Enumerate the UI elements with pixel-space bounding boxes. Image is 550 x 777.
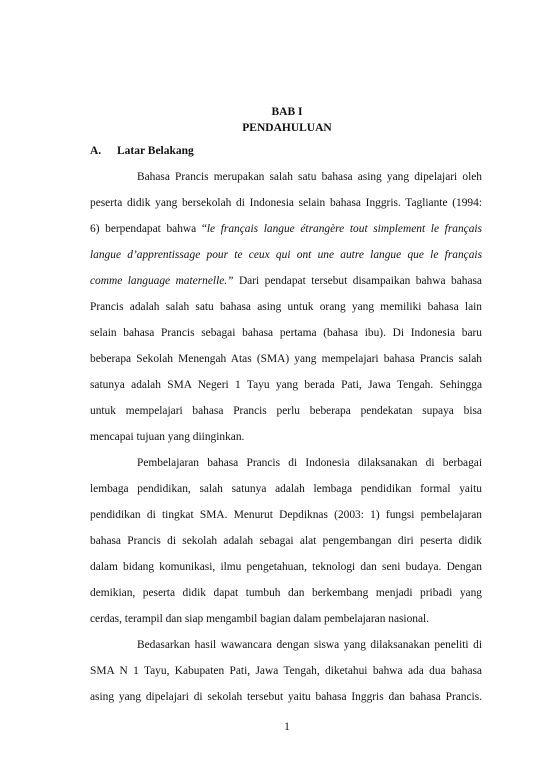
paragraph-line: Prancis adalah salah satu bahasa asing untuk orang yang memiliki bahasa lain: [90, 301, 482, 313]
paragraph-line: dalam bidang komunikasi, ilmu pengetahuan, teknologi dan seni budaya. Dengan: [90, 561, 482, 573]
paragraph-line: [90, 248, 482, 262]
paragraph-line: SMA N 1 Tayu, Kabupaten Pati, Jawa Tengah, diketahui bahwa ada dua bahasa: [90, 665, 482, 677]
paragraph-line: asing yang dipelajari di sekolah tersebut yaitu bahasa Inggris dan bahasa Prancis.: [90, 691, 482, 703]
chapter-label: BAB I: [271, 106, 303, 118]
paragraph-line: lembaga pendidikan, salah satunya adalah lembaga pendidikan formal yaitu: [90, 483, 482, 495]
paragraph-line: mencapai tujuan yang diinginkan.: [90, 431, 245, 443]
section-title: Latar Belakang: [117, 145, 194, 157]
chapter-title: PENDAHULUAN: [242, 122, 332, 134]
paragraph-line: untuk mempelajari bahasa Prancis perlu beberapa pendekatan supaya bisa: [90, 405, 482, 417]
quote-text: comme language maternelle.”: [90, 275, 234, 287]
paragraph-line: peserta didik yang bersekolah di Indonesia selain bahasa Inggris. Tagliante (1994:: [90, 197, 482, 209]
paragraph-line: Pembelajaran bahasa Prancis di Indonesia dilaksanakan di berbagai: [137, 457, 482, 469]
paragraph-line: [90, 222, 482, 236]
paragraph-line: cerdas, terampil dan siap mengambil bagian dalam pembelajaran nasional.: [90, 613, 430, 625]
paragraph-text: 6) berpendapat bahwa “: [90, 223, 207, 235]
paragraph-line: pendidikan di tingkat SMA. Menurut Depdiknas (2003: 1) fungsi pembelajaran: [90, 509, 482, 521]
quote-text: langue d’apprentissage pour te ceux qui ont une autre langue que le français: [90, 249, 482, 261]
paragraph-line: selain bahasa Prancis sebagai bahasa pertama (bahasa ibu). Di Indonesia baru: [90, 327, 482, 339]
paragraph-line: demikian, peserta didik dapat tumbuh dan berkembang menjadi pribadi yang: [90, 587, 482, 599]
quote-text: le français langue étrangère tout simplement le français: [206, 223, 482, 235]
paragraph-line: satunya adalah SMA Negeri 1 Tayu yang berada Pati, Jawa Tengah. Sehingga: [90, 379, 482, 391]
paragraph-line: Bedasarkan hasil wawancara dengan siswa yang dilaksanakan peneliti di: [137, 639, 482, 651]
section-heading: [90, 144, 194, 158]
paragraph-line: beberapa Sekolah Menengah Atas (SMA) yang mempelajari bahasa Prancis salah: [90, 353, 482, 365]
page-number: 1: [284, 721, 290, 733]
paragraph-text: Dari pendapat tersebut disampaikan bahwa bahasa: [233, 275, 482, 287]
paragraph-line: Bahasa Prancis merupakan salah satu bahasa asing yang dipelajari oleh: [137, 171, 482, 183]
paragraph-line: [90, 274, 482, 288]
section-number: A.: [90, 145, 102, 157]
paragraph-line: bahasa Prancis di sekolah adalah sebagai alat pengembangan diri peserta didik: [90, 535, 482, 547]
